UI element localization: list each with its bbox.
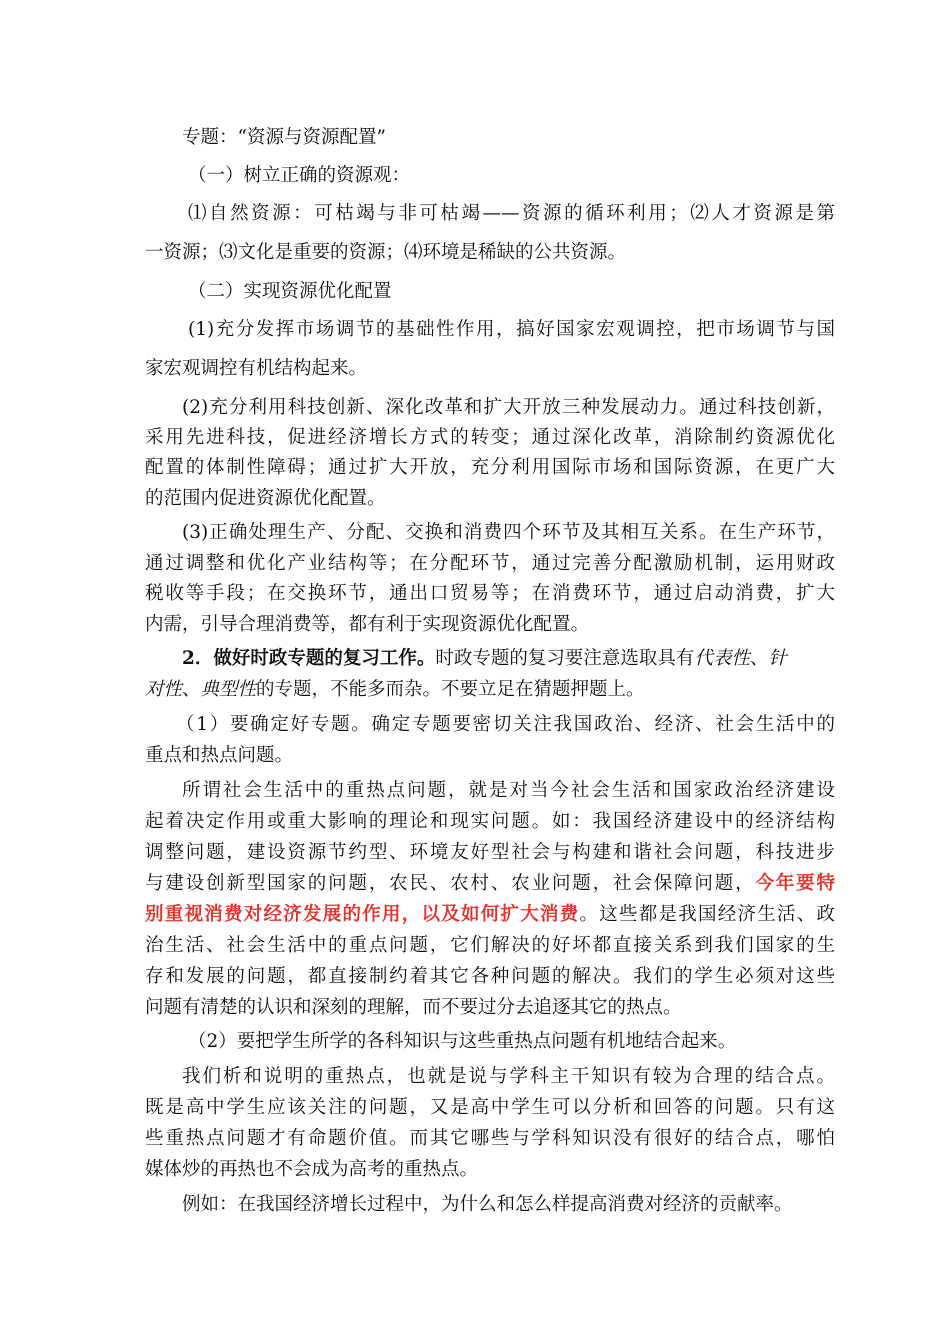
separator: 、 <box>749 648 769 669</box>
paragraph-line: 问题有清楚的认识和深刻的理解，而不要过分去追逐其它的热点。 <box>145 997 682 1018</box>
paragraph-line: 所谓社会生活中的重热点问题，就是对当今社会生活和国家政治经济建设 <box>182 780 835 801</box>
paragraph-line: 重点和热点问题。 <box>145 745 294 766</box>
paragraph-line: ⑴自然资源：可枯竭与非可枯竭——资源的循环利用；⑵人才资源是第 <box>188 203 835 224</box>
separator: 、 <box>182 679 201 700</box>
emphasis-term: 对性 <box>145 679 183 700</box>
section-2-intro-tail: 的专题，不能多而杂。不要立足在猜题押题上。 <box>256 679 645 700</box>
paragraph-line: 些重热点问题才有命题价值。而其它哪些与学科知识没有很好的结合点，哪怕 <box>145 1128 835 1149</box>
paragraph-line: 内需，引导合理消费等，都有利于实现资源优化配置。 <box>145 614 590 635</box>
paragraph-line: 既是高中学生应该关注的问题，又是高中学生可以分析和回答的问题。只有这 <box>145 1097 835 1118</box>
subheading-resource-view: （一）树立正确的资源观： <box>188 165 411 186</box>
paragraph-line: 的范围内促进资源优化配置。 <box>145 488 386 509</box>
highlight-text: 别重视消费对经济发展的作用，以及如何扩大消费 <box>145 904 580 925</box>
paragraph-line: (1)充分发挥市场调节的基础性作用，搞好国家宏观调控，把市场调节与国 <box>188 319 835 340</box>
topic-title: 专题：“资源与资源配置” <box>182 127 386 148</box>
paragraph-line: (3)正确处理生产、分配、交换和消费四个环节及其相互关系。在生产环节， <box>182 522 835 543</box>
highlight-text: 今年要特 <box>755 873 835 894</box>
text-run: 。这些都是我国经济生活、政 <box>579 904 835 925</box>
emphasis-term: 典型性 <box>200 679 257 700</box>
paragraph-line: (2)充分利用科技创新、深化改革和扩大开放三种发展动力。通过科技创新， <box>182 397 835 418</box>
paragraph-line: 通过调整和优化产业结构等；在分配环节，通过完善分配激励机制，运用财政 <box>145 553 835 574</box>
section-2-line <box>145 677 835 703</box>
paragraph-line: 存和发展的问题，都直接制约着其它各种问题的解决。我们的学生必须对这些 <box>145 966 835 987</box>
section-2-heading: 2．做好时政专题的复习工作。 <box>182 648 436 669</box>
paragraph-line: 配置的体制性障碍；通过扩大开放，充分利用国际市场和国际资源，在更广大 <box>145 457 835 478</box>
paragraph-line: 税收等手段；在交换环节，通出口贸易等；在消费环节，通过启动消费，扩大 <box>145 583 835 604</box>
example-line: 例如：在我国经济增长过程中，为什么和怎么样提高消费对经济的贡献率。 <box>182 1194 793 1215</box>
section-2-intro: 时政专题的复习要注意选取具有 <box>435 648 695 669</box>
paragraph-line: 家宏观调控有机结构起来。 <box>145 358 368 379</box>
paragraph-line: 调整问题，建设资源节约型、环境友好型社会与构建和谐社会问题，科技进步 <box>145 842 835 863</box>
paragraph-line: （1）要确定好专题。确定专题要密切关注我国政治、经济、社会生活中的 <box>176 714 835 735</box>
paragraph-line <box>145 871 835 897</box>
emphasis-term: 针 <box>768 648 787 669</box>
text-run: 与建设创新型国家的问题，农民、农村、农业问题，社会保障问题， <box>145 873 756 894</box>
paragraph-line: 采用先进科技，促进经济增长方式的转变；通过深化改革，消除制约资源优化 <box>145 427 835 448</box>
paragraph-line: 媒体炒的再热也不会成为高考的重热点。 <box>145 1159 479 1180</box>
section-2-line <box>182 646 835 672</box>
paragraph-line: 一资源；⑶文化是重要的资源；⑷环境是稀缺的公共资源。 <box>145 242 627 263</box>
paragraph-line <box>145 902 835 928</box>
paragraph-line: 治生活、社会生活中的重点问题，它们解决的好坏都直接关系到我们国家的生 <box>145 935 835 956</box>
paragraph-line: 起着决定作用或重大影响的理论和现实问题。如：我国经济建设中的经济结构 <box>145 811 835 832</box>
paragraph-line: 我们析和说明的重热点，也就是说与学科主干知识有较为合理的结合点。 <box>182 1066 835 1087</box>
paragraph-line: （2）要把学生所学的各科知识与这些重热点问题有机地结合起来。 <box>188 1031 737 1052</box>
emphasis-term: 代表性 <box>694 648 750 669</box>
subheading-optimize: （二）实现资源优化配置 <box>188 281 392 302</box>
